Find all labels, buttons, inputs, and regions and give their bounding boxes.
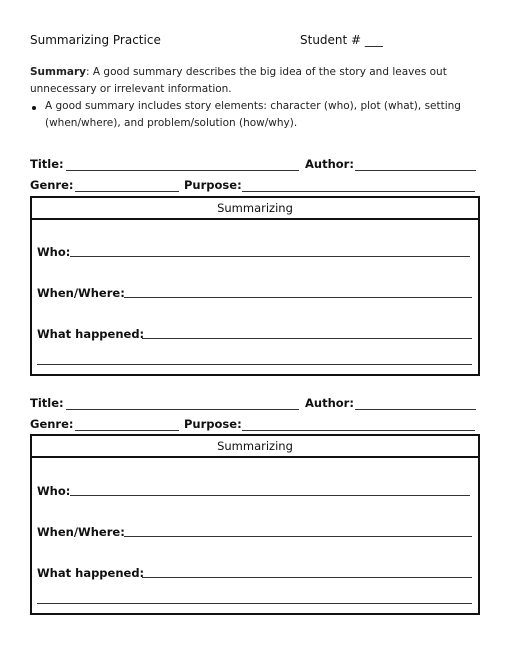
genre-label-1: Genre:	[30, 178, 74, 192]
summary-definition-text: : A good summary describes the big idea of the story and leaves out unnecessary or irrelevant information.	[30, 66, 447, 95]
title-blank-1[interactable]	[66, 170, 299, 171]
genre-blank-2[interactable]	[75, 430, 179, 431]
author-label-1: Author:	[305, 157, 354, 171]
summarizing-box-2	[30, 434, 480, 615]
purpose-label-2: Purpose:	[184, 417, 242, 431]
bullet-dot	[32, 106, 36, 110]
who-blank-1[interactable]	[70, 256, 470, 257]
title-blank-2[interactable]	[66, 409, 299, 410]
when-where-label-2: When/Where:	[37, 525, 125, 539]
page-title: Summarizing Practice	[30, 33, 161, 47]
when-where-blank-1[interactable]	[124, 297, 472, 298]
author-blank-1[interactable]	[355, 170, 476, 171]
purpose-blank-1[interactable]	[242, 191, 475, 192]
what-happened-label-1: What happened:	[37, 327, 145, 341]
genre-label-2: Genre:	[30, 417, 74, 431]
what-happened-blank-1[interactable]	[142, 338, 472, 339]
story-elements-line-2: (when/where), and problem/solution (how/why).	[45, 117, 298, 129]
summary-definition	[30, 64, 475, 98]
title-label-1: Title:	[30, 157, 64, 171]
summary-term: Summary	[30, 66, 87, 78]
who-label-2: Who:	[37, 484, 71, 498]
what-happened-blank-2[interactable]	[142, 577, 472, 578]
who-label-1: Who:	[37, 245, 71, 259]
story-elements-line-1: A good summary includes story elements: character (who), plot (what), setting	[45, 100, 461, 112]
when-where-label-1: When/Where:	[37, 286, 125, 300]
genre-blank-1[interactable]	[75, 191, 179, 192]
extra-blank-2[interactable]	[37, 603, 472, 604]
summarizing-heading-1: Summarizing	[32, 198, 478, 220]
when-where-blank-2[interactable]	[124, 536, 472, 537]
story-elements-note	[45, 98, 485, 132]
author-blank-2[interactable]	[355, 409, 476, 410]
summarizing-heading-2: Summarizing	[32, 436, 478, 458]
title-label-2: Title:	[30, 396, 64, 410]
student-number-label: Student # ___	[300, 33, 383, 47]
author-label-2: Author:	[305, 396, 354, 410]
what-happened-label-2: What happened:	[37, 566, 145, 580]
purpose-blank-2[interactable]	[242, 430, 475, 431]
summarizing-box-1	[30, 196, 480, 376]
purpose-label-1: Purpose:	[184, 178, 242, 192]
extra-blank-1[interactable]	[37, 364, 472, 365]
who-blank-2[interactable]	[70, 495, 470, 496]
